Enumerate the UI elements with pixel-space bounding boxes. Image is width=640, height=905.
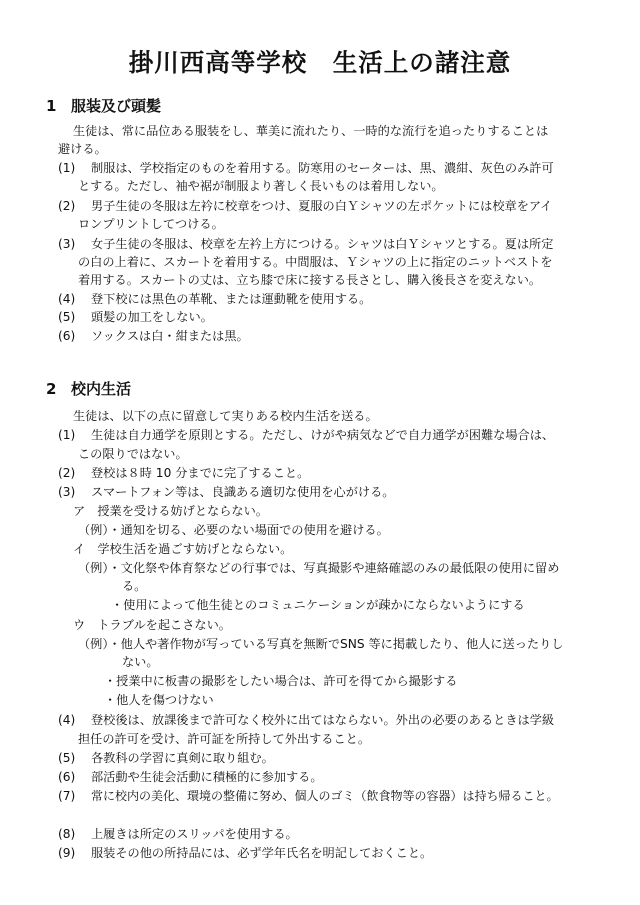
section-intro-line: 避ける。: [58, 142, 107, 156]
example-text: ・他人を傷つけない: [104, 693, 214, 707]
item-number: (6): [58, 770, 76, 784]
item-text: ソックスは白・紺または黒。: [91, 329, 249, 343]
section-number: 2: [46, 380, 57, 398]
item-text: 上履きは所定のスリッパを使用する。: [91, 827, 298, 841]
section-title: 服装及び頭髪: [71, 97, 162, 115]
item-number: (2): [58, 199, 76, 213]
item-text: 登下校には黒色の革靴、または運動靴を使用する。: [91, 292, 372, 306]
example-text: ・使用によって他生徒とのコミュニケーションが疎かにならないようにする: [111, 598, 525, 612]
sub-item-text: イ 学校生活を過ごす妨げとならない。: [73, 542, 293, 556]
item-text: 生徒は自力通学を原則とする。ただし、けがや病気などで自力通学が困難な場合は、: [91, 428, 555, 442]
section-number: 1: [46, 97, 57, 115]
section-title: 校内生活: [71, 380, 132, 398]
item-number: (3): [58, 237, 76, 251]
item-text: ロンプリントしてつける。: [78, 217, 224, 231]
item-text: 頭髪の加工をしない。: [91, 310, 213, 324]
item-number: (6): [58, 329, 76, 343]
section-intro-line: 生徒は、以下の点に留意して実りある校内生活を送る。: [73, 409, 378, 423]
item-text: 女子生徒の冬服は、校章を左衿上方につける。シャツは白Ｙシャツとする。夏は所定: [91, 237, 554, 251]
item-number: (2): [58, 466, 76, 480]
section-heading-2: [46, 378, 131, 399]
example-text: ない。: [122, 655, 159, 669]
example-text: （例）・通知を切る、必要のない場面での使用を避ける。: [78, 523, 389, 537]
item-number: (1): [58, 161, 76, 175]
item-text: 登校は８時 10 分までに完了すること。: [91, 466, 310, 480]
item-text: 着用する。スカートの丈は、立ち膝で床に接する長さとし、購入後長さを変えない。: [78, 273, 542, 287]
sub-item-text: ウ トラブルを起こさない。: [73, 618, 231, 632]
item-number: (9): [58, 846, 76, 860]
item-text: 制服は、学校指定のものを着用する。防寒用のセーターは、黒、濃紺、灰色のみ許可: [91, 161, 554, 175]
item-text: の白の上着に、スカートを着用する。中間服は、Ｙシャツの上に指定のニットベストを: [78, 255, 553, 269]
item-number: (4): [58, 292, 76, 306]
item-number: (5): [58, 310, 76, 324]
section-intro-line: 生徒は、常に品位ある服装をし、華美に流れたり、一時的な流行を追ったりすることは: [73, 124, 549, 138]
item-number: (1): [58, 428, 76, 442]
item-text: 男子生徒の冬服は左衿に校章をつけ、夏服の白Ｙシャツの左ポケットには校章をアイ: [91, 199, 553, 213]
item-text: 登校後は、放課後まで許可なく校外に出てはならない。外出の必要のあるときは学級: [91, 713, 555, 727]
item-number: (5): [58, 751, 76, 765]
sub-item-text: ア 授業を受ける妨げとならない。: [73, 504, 268, 518]
item-text: スマートフォン等は、良識ある適切な使用を心がける。: [91, 485, 395, 499]
item-text: 服装その他の所持品には、必ず学年氏名を明記しておくこと。: [91, 846, 433, 860]
page-title: 掛川西高等学校 生活上の諸注意: [128, 48, 512, 77]
example-text: （例）・他人や著作物が写っている写真を無断でSNS 等に掲載したり、他人に送ったりし: [78, 637, 564, 651]
item-text: 担任の許可を受け、許可証を所持して外出すること。: [78, 732, 371, 746]
item-number: (7): [58, 789, 76, 803]
item-number: (3): [58, 485, 76, 499]
example-text: （例）・文化祭や体育祭などの行事では、写真撮影や連絡確認のみの最低限の使用に留め: [78, 561, 560, 575]
item-number: (4): [58, 713, 76, 727]
item-number: (8): [58, 827, 76, 841]
item-text: 常に校内の美化、環境の整備に努め、個人のゴミ（飲食物等の容器）は持ち帰ること。: [91, 789, 559, 803]
example-text: ・授業中に板書の撮影をしたい場合は、許可を得てから撮影する: [104, 674, 458, 688]
item-text: 各教科の学習に真剣に取り組む。: [91, 751, 274, 765]
section-heading-1: [46, 95, 161, 116]
item-text: とする。ただし、袖や裾が制服より著しく長いものは着用しない。: [78, 179, 444, 193]
example-text: る。: [122, 579, 147, 593]
item-text: 部活動や生徒会活動に積極的に参加する。: [91, 770, 323, 784]
item-text: この限りではない。: [78, 447, 188, 461]
